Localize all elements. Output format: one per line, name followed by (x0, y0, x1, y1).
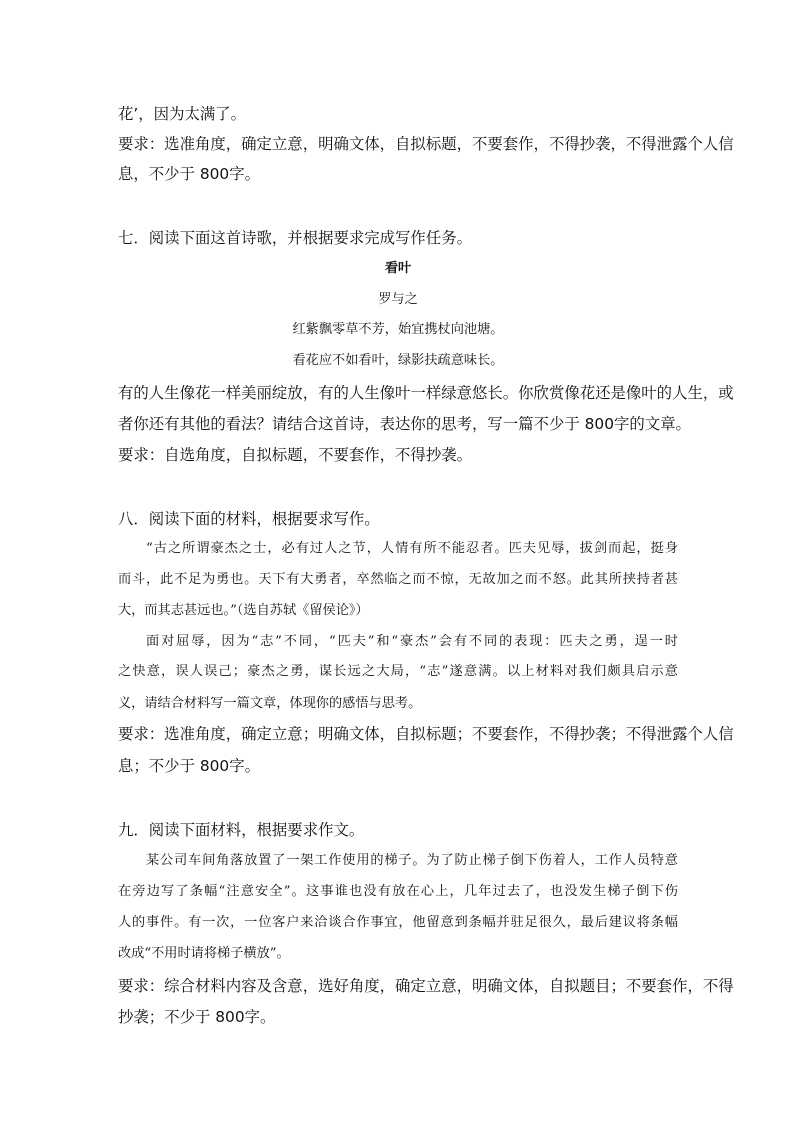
question-8-material-line-3: 义，请结合材料写一篇文章，体现你的感悟与思考。 (118, 696, 422, 711)
question-8-requirement-line-1: 要求：选准角度，确定立意；明确文体，自拟标题；不要套作，不得抄袭；不得泄露个人信 (118, 725, 734, 743)
question-7-prompt-line-1: 有的人生像花一样美丽绽放，有的人生像叶一样绿意悠长。你欣赏像花还是像叶的人生，或 (118, 384, 734, 402)
question-8-quote-line-3: 大，而其志甚远也。”（选自苏轼《留侯论》） (118, 603, 369, 618)
question-8-heading: 八．阅读下面的材料，根据要求写作。 (118, 510, 380, 528)
question-8-quote-line-1: “古之所谓豪杰之士，必有过人之节，人情有所不能忍者。匹夫见辱，拔剑而起，挺身 (146, 541, 678, 556)
question-8-material-line-1: 面对屈辱，因为“志”不同，“匹夫”和“豪杰”会有不同的表现：匹夫之勇，逞一时 (146, 634, 678, 649)
question-9-heading: 九．阅读下面材料，根据要求作文。 (118, 821, 365, 839)
question-9-requirement-line-1: 要求：综合材料内容及含意，选好角度，确定立意，明确文体，自拟题目；不要套作，不得 (118, 977, 734, 995)
question-7-heading: 七．阅读下面这首诗歌，并根据要求完成写作任务。 (118, 229, 472, 247)
poem-line-2: 看花应不如看叶，绿影扶疏意味长。 (292, 353, 504, 368)
question-9-material-line-3: 人的事件。有一次，一位客户来洽谈合作事宜，他留意到条幅并驻足很久，最后建议将条幅 (118, 915, 678, 930)
question-9-material-line-1: 某公司车间角落放置了一架工作使用的梯子。为了防止梯子倒下伤着人，工作人员特意 (146, 853, 678, 868)
poem-title: 看叶 (384, 261, 412, 276)
previous-requirement-line-2: 息，不少于 800字。 (118, 165, 261, 183)
question-8-material-line-2: 之快意，误人误己；豪杰之勇，谋长远之大局，“志”遂意满。以上材料对我们颇具启示意 (118, 664, 678, 679)
question-8-requirement-line-2: 息；不少于 800字。 (118, 757, 261, 775)
previous-material-tail: 花’，因为太满了。 (118, 105, 247, 123)
question-9-material-line-2: 在旁边写了条幅“注意安全”。这事谁也没有放在心上，几年过去了，也没发生梯子倒下伤 (118, 884, 678, 899)
question-9-requirement-line-2: 抄袭；不少于 800字。 (118, 1008, 276, 1026)
previous-requirement-line-1: 要求：选准角度，确定立意，明确文体，自拟标题，不要套作，不得抄袭，不得泄露个人信 (118, 135, 734, 153)
question-8-quote-line-2: 而斗，此不足为勇也。天下有大勇者，卒然临之而不惊，无故加之而不怒。此其所挟持者甚 (118, 572, 678, 587)
question-7-requirement: 要求：自选角度，自拟标题，不要套作，不得抄袭。 (118, 446, 472, 464)
poem-author: 罗与之 (378, 292, 418, 307)
question-9-material-line-4: 改成“不用时请将梯子横放”。 (118, 946, 290, 961)
question-7-prompt-line-2: 者你还有其他的看法？请结合这首诗，表达你的思考，写一篇不少于 800字的文章。 (118, 415, 691, 433)
poem-line-1: 红紫飘零草不芳，始宜携杖向池塘。 (292, 322, 504, 337)
